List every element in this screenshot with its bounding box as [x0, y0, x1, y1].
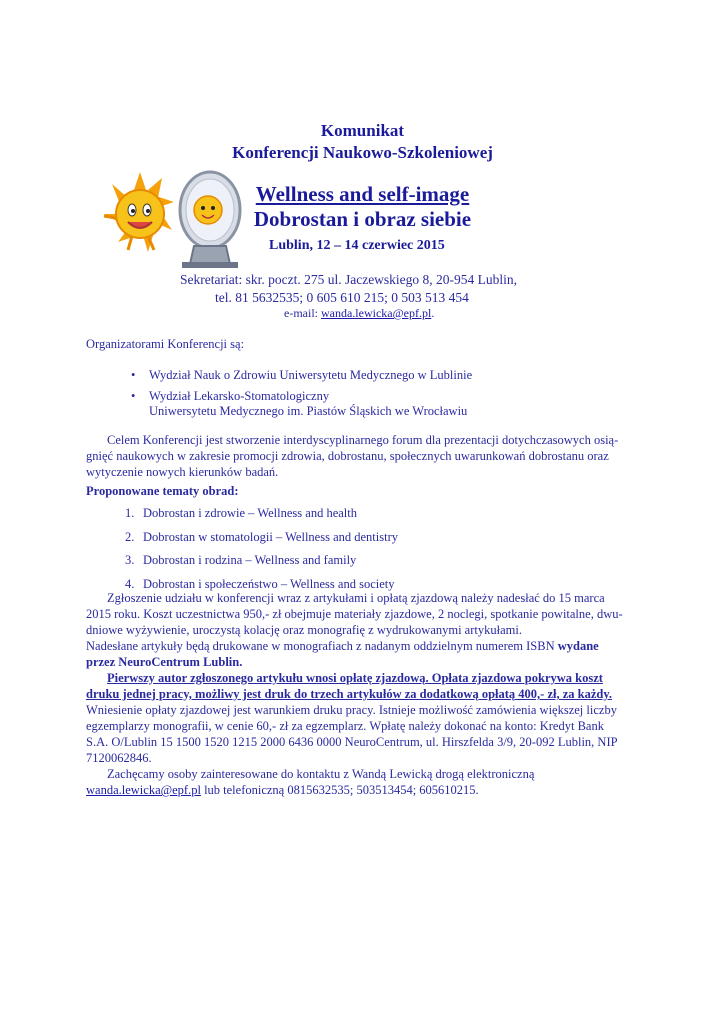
nip-line: 7120062846.: [86, 751, 152, 765]
isbn-text: Nadesłane artykuły będą drukowane w monografiach z nadanym oddzielnym numerem ISBN: [86, 639, 558, 653]
conference-title-pl: Dobrostan i obraz siebie: [253, 207, 472, 231]
info-section: [86, 590, 641, 798]
conference-title-en: Wellness and self-image: [255, 182, 470, 206]
topic-item: [125, 530, 398, 554]
topic-number: 3.: [125, 553, 135, 567]
organizers-list: [131, 368, 651, 425]
topic-text: Dobrostan i zdrowie – Wellness and health: [143, 506, 357, 520]
topics-heading: Proponowane tematy obrad:: [86, 484, 239, 498]
conference-dates: Lublin, 12 – 14 czerwiec 2015: [269, 238, 445, 253]
contact-phones: lub telefoniczną 0815632535; 503513454; 605610215.: [200, 783, 479, 797]
isbn-bold: wydane: [557, 639, 599, 653]
organizer-line: Uniwersytetu Medycznego im. Piastów Śląskich we Wrocławiu: [149, 404, 468, 418]
topic-item: [125, 506, 398, 530]
topic-number: 1.: [125, 506, 135, 520]
topics-list: [125, 506, 398, 600]
organizers-intro: Organizatorami Konferencji są:: [86, 337, 245, 351]
fee-notice-line: druku jednej pracy, możliwy jest druk do trzech artykułów za dodatkową opłatą 400,- zł, za każdy.: [86, 687, 613, 701]
topic-number: 2.: [125, 529, 135, 544]
info-line: dniowe wyżywienie, uroczystą kolację oraz monografię z wydrukowanymi artykułami.: [86, 623, 522, 637]
organizer-line: Wydział Nauk o Zdrowiu Uniwersytetu Medycznego w Lublinie: [149, 368, 473, 382]
email-link[interactable]: wanda.lewicka@epf.pl: [320, 306, 432, 320]
goal-line: wytyczenie nowych kierunków badań.: [86, 465, 279, 479]
info-line: egzemplarzy monografii, w cenie 60,- zł za egzemplarz. Wpłatę należy dokonać na konto: Kredyt Bank: [86, 719, 604, 733]
info-line: 2015 roku. Koszt uczestnictwa 950,- zł obejmuje materiały zjazdowe, 2 noclegi, spotkanie powitalne, dwu-: [86, 607, 623, 621]
topic-number: 4.: [125, 576, 135, 591]
info-line: Zgłoszenie udziału w konferencji wraz z artykułami i opłatą zjazdową należy nadesłać do 15 marca: [107, 591, 605, 605]
goal-paragraph: [86, 432, 641, 480]
contact-line: Zachęcamy osoby zainteresowane do kontaktu z Wandą Lewicką drogą elektroniczną: [107, 767, 535, 781]
organizer-line: Wydział Lekarsko-Stomatologiczny: [149, 389, 330, 403]
bullet-icon: •: [131, 368, 136, 382]
organizer-item: [131, 368, 651, 383]
goal-line: gnięć naukowych w zakresie promocji zdrowia, dobrostanu, społecznych uwarunkowań dobrostanu oraz: [86, 449, 609, 463]
secretariat-email-line: [284, 306, 434, 321]
topic-text: Dobrostan w stomatologii – Wellness and dentistry: [143, 529, 398, 544]
fee-notice-line: Pierwszy autor zgłoszonego artykułu wnosi opłatę zjazdową. Opłata zjazdowa pokrywa koszt: [107, 671, 603, 685]
contact-details-line: [86, 782, 641, 798]
info-line: Wniesienie opłaty zjazdowej jest warunkiem druku pracy. Istnieje możliwość zamówienia większej liczby: [86, 703, 617, 717]
bullet-icon: •: [131, 389, 136, 403]
topic-item: [125, 553, 398, 577]
isbn-line: [86, 638, 641, 654]
bank-account-line: S.A. O/Lublin 15 1500 1520 1215 2000 6436 0000 NeuroCentrum, ul. Hirszfelda 3/9, 20-092 Lublin, NIP: [86, 735, 618, 749]
organizer-item: [131, 389, 651, 419]
secretariat-phones: tel. 81 5632535; 0 605 610 215; 0 503 513 454: [215, 290, 469, 305]
topic-text: Dobrostan i rodzina – Wellness and family: [143, 553, 357, 567]
email-period: .: [431, 306, 435, 320]
contact-email-link[interactable]: wanda.lewicka@epf.pl: [86, 783, 201, 797]
header-line1: Komunikat: [320, 121, 405, 140]
secretariat-address: Sekretariat: skr. poczt. 275 ul. Jaczewskiego 8, 20-954 Lublin,: [180, 272, 518, 287]
goal-line: Celem Konferencji jest stworzenie interdyscyplinarnego forum dla prezentacji dotychczasowych osią-: [107, 433, 619, 447]
topic-text: Dobrostan i społeczeństwo – Wellness and society: [143, 576, 395, 591]
email-label: e-mail:: [284, 306, 321, 320]
publisher-line: przez NeuroCentrum Lublin.: [86, 655, 243, 669]
header-line2: Konferencji Naukowo-Szkoleniowej: [232, 143, 493, 162]
